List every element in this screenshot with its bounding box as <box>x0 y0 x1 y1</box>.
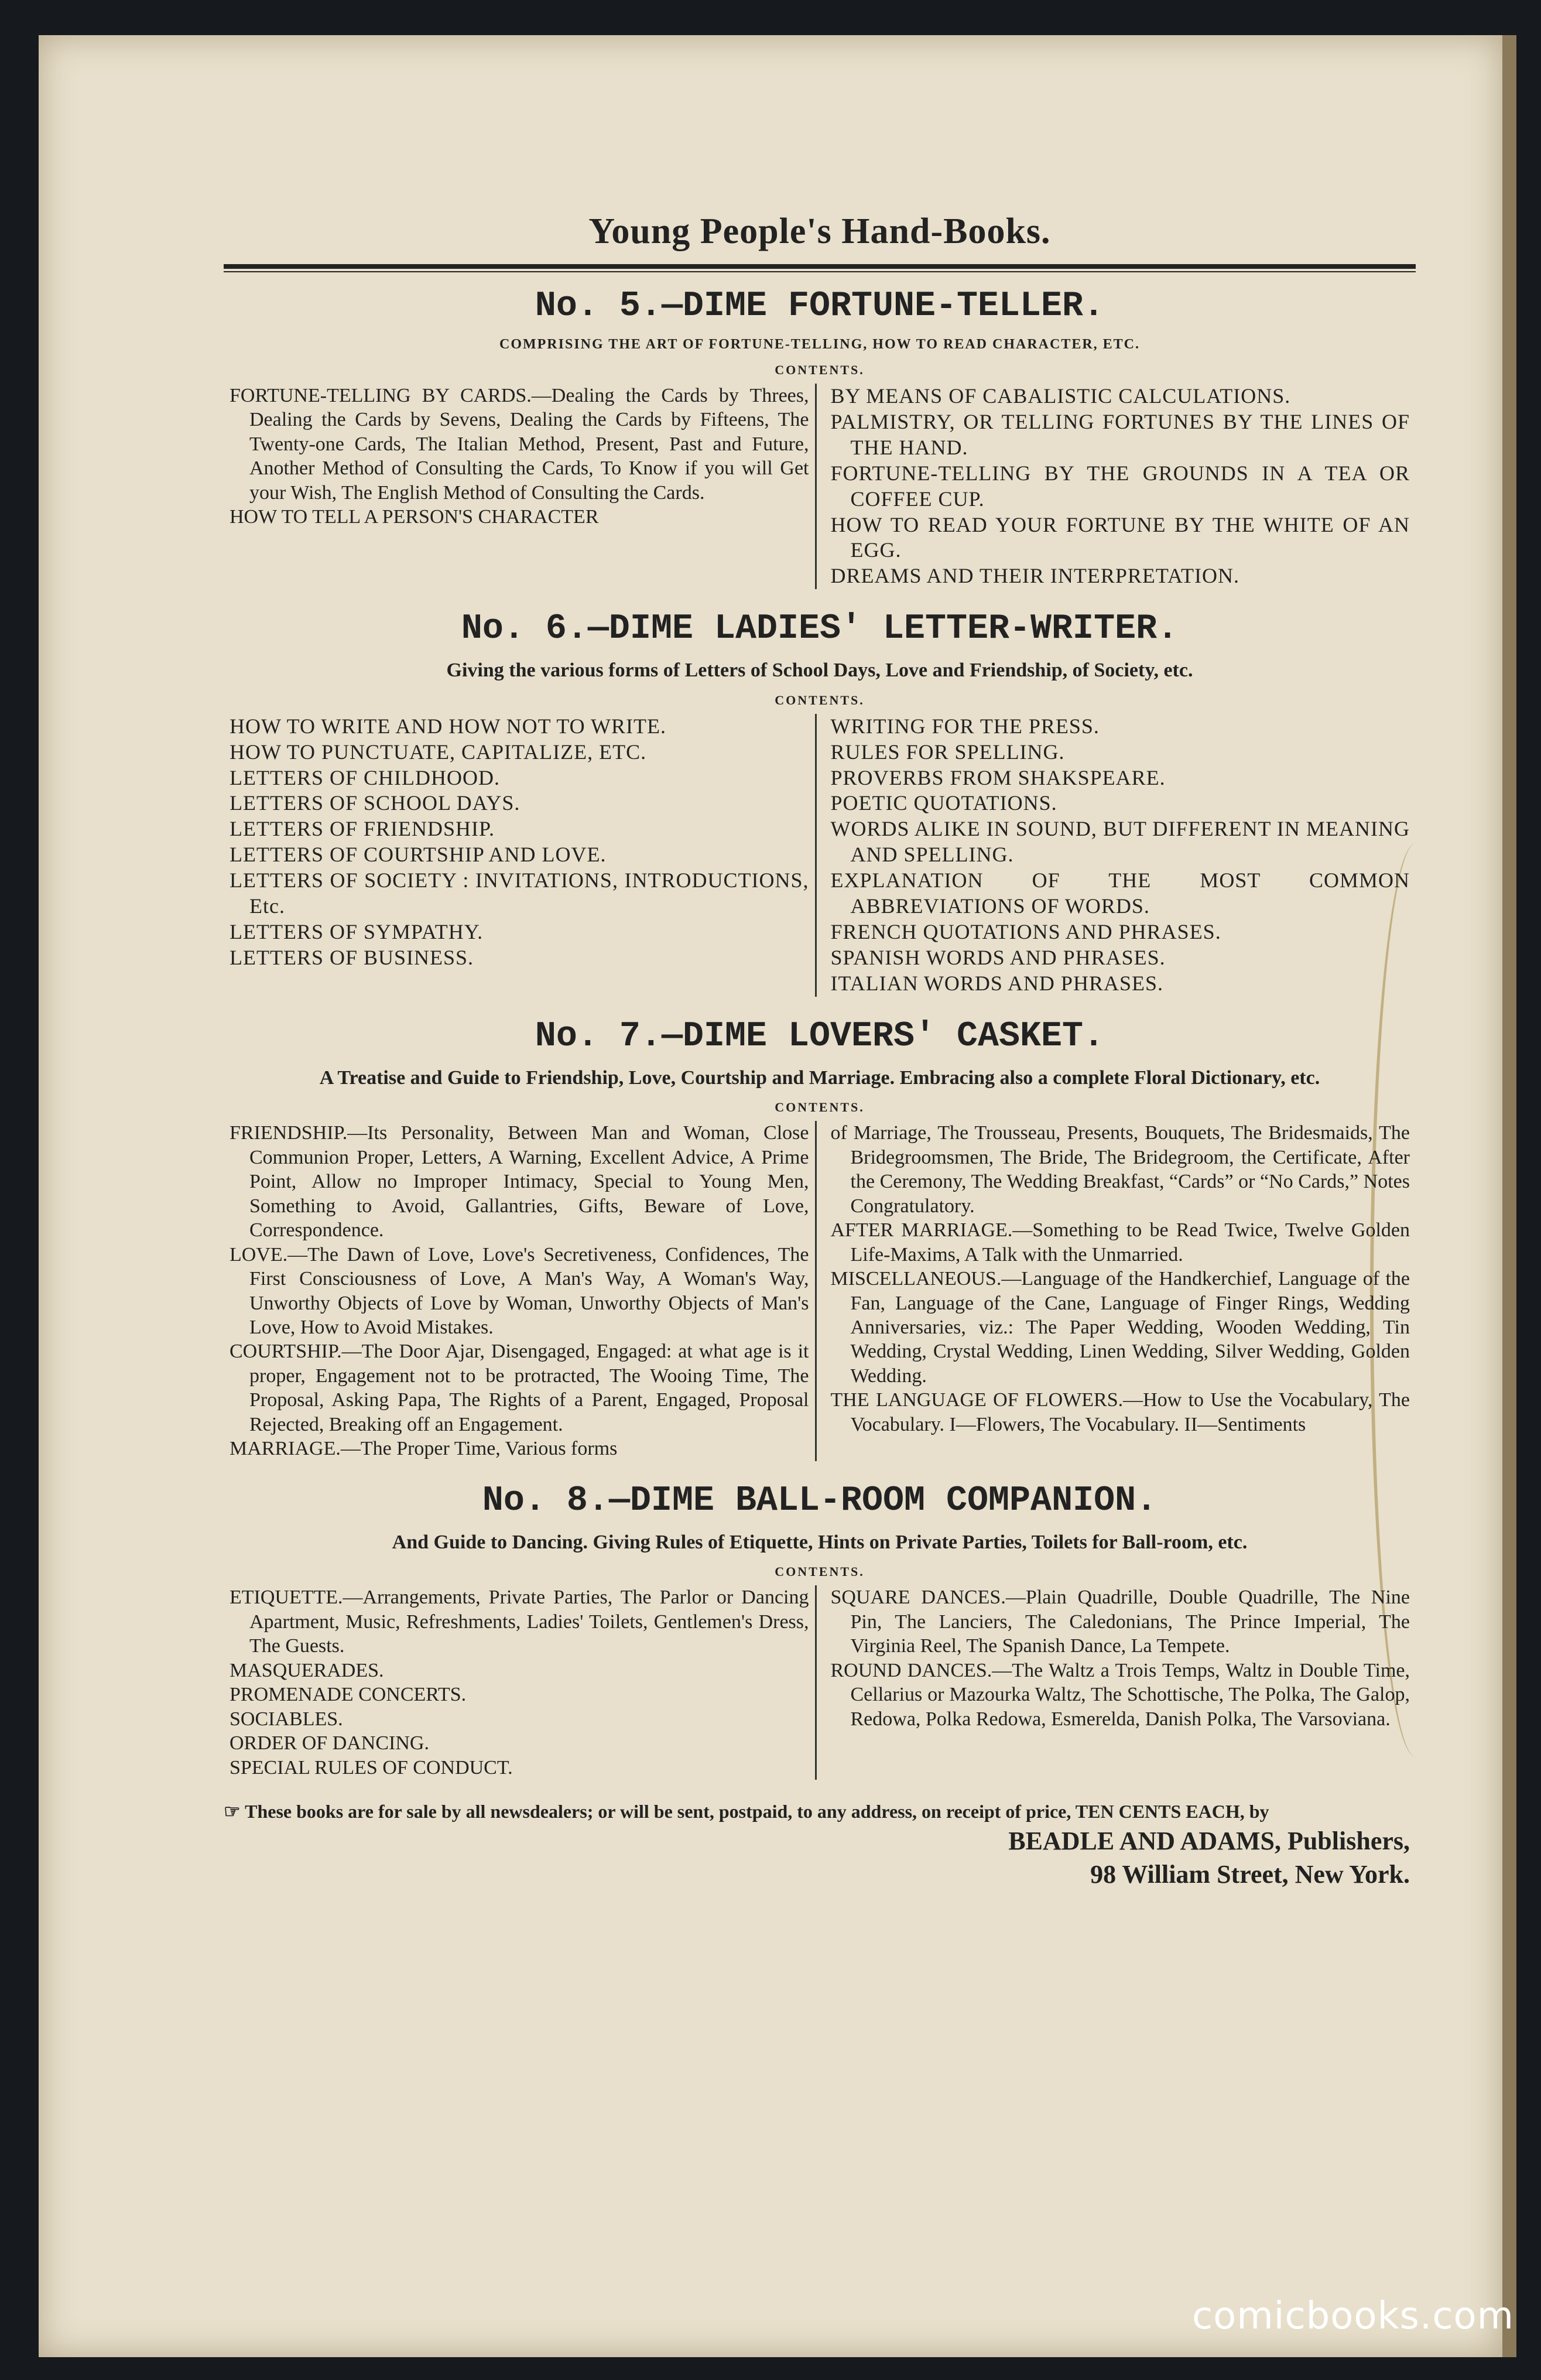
contents-column-right <box>817 1585 1416 1780</box>
contents-entry: MISCELLANEOUS.—Language of the Handkerchief, Language of the Fan, Language of the Cane, Language of Finger Rings, Wedding Anniversaries, viz.: The Paper Wedding, Wooden Wedding, Tin Wedding, Crystal Wedding, Linen Wedding, Silver Wedding, Golden Wedding. <box>830 1268 1410 1387</box>
footer <box>224 1800 1416 1891</box>
contents-entry: HOW TO TELL A PERSON'S CHARACTER <box>230 506 599 528</box>
contents-column-left <box>224 714 817 997</box>
contents-entry: SOCIABLES. <box>230 1708 343 1730</box>
contents-entry: HOW TO WRITE AND HOW NOT TO WRITE. <box>230 714 666 738</box>
section-title: No. 7.—DIME LOVERS' CASKET. <box>535 1016 1105 1056</box>
contents-entry: MARRIAGE.—The Proper Time, Various forms <box>230 1438 618 1460</box>
contents-entry: LETTERS OF SYMPATHY. <box>230 920 484 943</box>
section-subtitle: Giving the various forms of Letters of School Days, Love and Friendship, of Society, etc. <box>446 659 1193 682</box>
contents-label: CONTENTS. <box>775 1564 865 1579</box>
contents-entry: DREAMS AND THEIR INTERPRETATION. <box>830 564 1239 588</box>
contents-entry: LETTERS OF CHILDHOOD. <box>230 765 500 789</box>
contents-entry: FORTUNE-TELLING BY THE GROUNDS IN A TEA OR COFFEE CUP. <box>830 461 1410 511</box>
section-subtitle: COMPRISING THE ART OF FORTUNE-TELLING, HOW TO READ CHARACTER, ETC. <box>499 337 1141 352</box>
publisher-name: BEADLE AND ADAMS, Publishers, <box>1008 1826 1410 1855</box>
contents-entry: RULES FOR SPELLING. <box>830 740 1065 764</box>
book-page <box>39 35 1516 2357</box>
contents-entry: COURTSHIP.—The Door Ajar, Disengaged, Engaged: at what age is it proper, Engagement not to be protracted, The Wooing Time, The Proposal, Asking Papa, The Rights of a Parent, Engaged, Proposal Rejected, Breaking off an Engagement. <box>230 1341 809 1435</box>
contents-entry: LETTERS OF SCHOOL DAYS. <box>230 791 520 815</box>
contents-entry: LOVE.—The Dawn of Love, Love's Secretiveness, Confidences, The First Consciousness of Love, A Man's Way, A Woman's Way, Unworthy Objects of Love by Woman, Unworthy Objects of Man's Love, How to Avoid Mistakes. <box>230 1243 809 1338</box>
contents-entry: FORTUNE-TELLING BY CARDS.—Dealing the Cards by Threes, Dealing the Cards by Sevens, Dealing the Cards by Fifteens, The Twenty-one Cards, The Italian Method, Present, Past and Future, Another Method of Consulting the Cards, To Know if you will Get your Wish, The English Method of Consulting the Cards. <box>230 385 809 504</box>
contents-entry: THE LANGUAGE OF FLOWERS.—How to Use the Vocabulary, The Vocabulary. I—Flowers, The Vocabulary. II—Sentiments <box>830 1389 1410 1435</box>
contents-entry: SPANISH WORDS AND PHRASES. <box>830 945 1166 969</box>
contents-entry: ITALIAN WORDS AND PHRASES. <box>830 971 1163 995</box>
handbook-section <box>224 1017 1416 1461</box>
contents-column-left <box>224 1121 817 1461</box>
contents-column-right <box>817 714 1416 997</box>
contents-columns <box>224 1121 1416 1461</box>
contents-entry: PROVERBS FROM SHAKSPEARE. <box>830 765 1166 789</box>
section-title: No. 8.—DIME BALL-ROOM COMPANION. <box>482 1480 1158 1521</box>
contents-entry: PALMISTRY, OR TELLING FORTUNES BY THE LINES OF THE HAND. <box>830 409 1410 459</box>
contents-entry: ROUND DANCES.—The Waltz a Trois Temps, Waltz in Double Time, Cellarius or Mazourka Waltz, The Schottische, The Polka, The Galop, Redowa, Polka Redowa, Esmerelda, Danish Polka, The Varsoviana. <box>830 1659 1410 1730</box>
contents-entry: SPECIAL RULES OF CONDUCT. <box>230 1756 513 1779</box>
contents-columns <box>224 384 1416 589</box>
contents-label: CONTENTS. <box>775 1100 865 1115</box>
contents-entry: FRIENDSHIP.—Its Personality, Between Man and Woman, Close Communion Proper, Letters, A Warning, Excellent Advice, A Prime Point, Allow no Improper Intimacy, Special to Young Men, Something to Avoid, Gallantries, Gifts, Beware of Love, Correspondence. <box>230 1122 809 1242</box>
section-title: No. 6.—DIME LADIES' LETTER-WRITER. <box>461 609 1179 649</box>
contents-entry: ETIQUETTE.—Arrangements, Private Parties, The Parlor or Dancing Apartment, Music, Refreshments, Ladies' Toilets, Gentlemen's Dress, The Guests. <box>230 1586 809 1657</box>
contents-entry: ORDER OF DANCING. <box>230 1732 429 1755</box>
handbook-section <box>224 609 1416 996</box>
contents-columns <box>224 1585 1416 1780</box>
contents-entry: LETTERS OF BUSINESS. <box>230 945 474 969</box>
contents-entry: LETTERS OF COURTSHIP AND LOVE. <box>230 843 607 867</box>
publisher-address: 98 William Street, New York. <box>1090 1859 1410 1889</box>
handbook-section <box>224 286 1416 589</box>
page-content <box>224 211 1416 1891</box>
header-rule-thin <box>224 271 1416 272</box>
contents-entry: BY MEANS OF CABALISTIC CALCULATIONS. <box>830 384 1291 408</box>
contents-entry: LETTERS OF FRIENDSHIP. <box>230 817 495 841</box>
contents-entry: PROMENADE CONCERTS. <box>230 1684 467 1706</box>
contents-entry: HOW TO PUNCTUATE, CAPITALIZE, ETC. <box>230 740 647 764</box>
contents-entry: FRENCH QUOTATIONS AND PHRASES. <box>830 920 1221 943</box>
contents-entry: HOW TO READ YOUR FORTUNE BY THE WHITE OF AN EGG. <box>830 512 1410 562</box>
contents-column-right <box>817 1121 1416 1461</box>
contents-label: CONTENTS. <box>775 363 865 377</box>
contents-entry: WORDS ALIKE IN SOUND, BUT DIFFERENT IN MEANING AND SPELLING. <box>830 817 1410 867</box>
contents-column-left <box>224 1585 817 1780</box>
handbook-section <box>224 1481 1416 1780</box>
section-title: No. 5.—DIME FORTUNE-TELLER. <box>535 286 1105 326</box>
contents-entry: EXPLANATION OF THE MOST COMMON ABBREVIATIONS OF WORDS. <box>830 868 1410 918</box>
contents-entry: LETTERS OF SOCIETY : INVITATIONS, INTRODUCTIONS, Etc. <box>230 868 809 918</box>
contents-label: CONTENTS. <box>775 692 865 707</box>
contents-entry: AFTER MARRIAGE.—Something to be Read Twice, Twelve Golden Life-Maxims, A Talk with the Unmarried. <box>830 1219 1410 1266</box>
contents-column-left <box>224 384 817 589</box>
contents-columns <box>224 714 1416 997</box>
contents-entry: POETIC QUOTATIONS. <box>830 791 1057 815</box>
contents-entry: MASQUERADES. <box>230 1659 384 1681</box>
header-rule-thick <box>224 264 1416 269</box>
contents-column-right <box>817 384 1416 589</box>
section-subtitle: And Guide to Dancing. Giving Rules of Etiquette, Hints on Private Parties, Toilets for Ball-room, etc. <box>392 1531 1248 1553</box>
section-subtitle: A Treatise and Guide to Friendship, Love, Courtship and Marriage. Embracing also a complete Floral Dictionary, etc. <box>319 1066 1320 1089</box>
sections-container <box>224 286 1416 1780</box>
contents-entry: WRITING FOR THE PRESS. <box>830 714 1100 738</box>
contents-entry: SQUARE DANCES.—Plain Quadrille, Double Quadrille, The Nine Pin, The Lanciers, The Caledonians, The Prince Imperial, The Virginia Reel, The Spanish Dance, La Tempete. <box>830 1586 1410 1657</box>
contents-entry: of Marriage, The Trousseau, Presents, Bouquets, The Bridesmaids, The Bridegroomsmen, The Bride, The Bridegroom, the Certificate, After the Ceremony, The Wedding Breakfast, “Cards” or “No Cards,” Notes Congratulatory. <box>830 1122 1410 1217</box>
running-head: Young People's Hand-Books. <box>588 211 1051 251</box>
sales-notice: ☞ These books are for sale by all newsdealers; or will be sent, postpaid, to any address, on receipt of price, TEN CENTS EACH, by <box>224 1801 1269 1822</box>
watermark: comicbooks.com <box>1191 2294 1514 2338</box>
